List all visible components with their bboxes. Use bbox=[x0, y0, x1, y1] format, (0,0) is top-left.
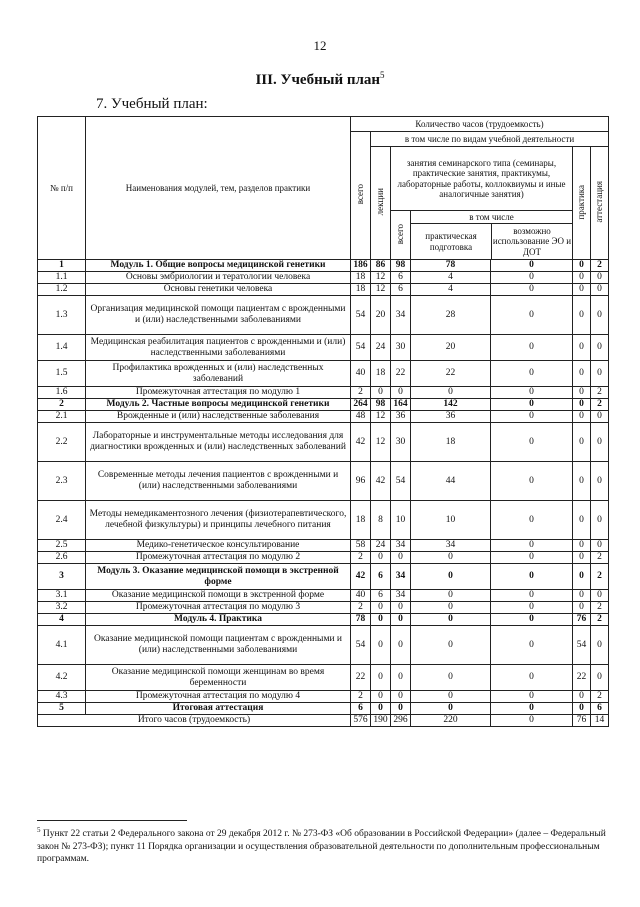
cell-sem: 34 bbox=[391, 296, 411, 335]
cell-practice: 0 bbox=[573, 552, 591, 564]
cell-eo: 0 bbox=[491, 590, 573, 602]
header-total-text: всего bbox=[355, 184, 366, 205]
module-row bbox=[38, 614, 609, 626]
cell-num: 2.5 bbox=[38, 540, 86, 552]
footnote-marker: 5 bbox=[380, 70, 385, 80]
cell-prac: 0 bbox=[411, 626, 491, 665]
cell-prac: 78 bbox=[411, 260, 491, 272]
cell-prac: 0 bbox=[411, 703, 491, 715]
cell-sem: 0 bbox=[391, 602, 411, 614]
cell-total: 18 bbox=[351, 272, 371, 284]
cell-att: 0 bbox=[591, 462, 609, 501]
cell-name: Оказание медицинской помощи в экстренной форме bbox=[86, 590, 351, 602]
cell-prac: 0 bbox=[411, 552, 491, 564]
cell-practice: 0 bbox=[573, 590, 591, 602]
section-title-text: III. Учебный план bbox=[255, 72, 381, 88]
cell-name: Медико-генетическое консультирование bbox=[86, 540, 351, 552]
cell-name: Современные методы лечения пациентов с врожденными и (или) наследственными заболеваниями bbox=[86, 462, 351, 501]
cell-practice: 0 bbox=[573, 387, 591, 399]
cell-att: 2 bbox=[591, 552, 609, 564]
cell-lec: 0 bbox=[371, 665, 391, 691]
module-row bbox=[38, 564, 609, 590]
cell-practice: 0 bbox=[573, 284, 591, 296]
cell-practice: 0 bbox=[573, 411, 591, 423]
topic-row bbox=[38, 540, 609, 552]
cell-total: 58 bbox=[351, 540, 371, 552]
cell-name: Врожденные и (или) наследственные заболевания bbox=[86, 411, 351, 423]
cell-eo: 0 bbox=[491, 411, 573, 423]
header-hours: Количество часов (трудоемкость) bbox=[351, 117, 609, 132]
cell-total-eo: 0 bbox=[491, 715, 573, 727]
cell-name: Медицинская реабилитация пациентов с врожденными и (или) наследственными заболеваниями bbox=[86, 335, 351, 361]
cell-total: 96 bbox=[351, 462, 371, 501]
cell-sem: 36 bbox=[391, 411, 411, 423]
cell-sem: 98 bbox=[391, 260, 411, 272]
cell-sem: 0 bbox=[391, 387, 411, 399]
topic-row bbox=[38, 423, 609, 462]
cell-practice: 54 bbox=[573, 626, 591, 665]
cell-eo: 0 bbox=[491, 335, 573, 361]
header-including-group bbox=[411, 211, 573, 260]
cell-prac: 0 bbox=[411, 691, 491, 703]
cell-total: 18 bbox=[351, 501, 371, 540]
cell-num: 2.3 bbox=[38, 462, 86, 501]
cell-prac: 34 bbox=[411, 540, 491, 552]
cell-lec: 6 bbox=[371, 564, 391, 590]
cell-name: Оказание медицинской помощи пациентам с врожденными и (или) наследственными заболеваниями bbox=[86, 626, 351, 665]
curriculum-table bbox=[37, 116, 609, 727]
cell-sem: 0 bbox=[391, 552, 411, 564]
cell-att: 2 bbox=[591, 399, 609, 411]
cell-name: Промежуточная аттестация по модулю 1 bbox=[86, 387, 351, 399]
cell-eo: 0 bbox=[491, 399, 573, 411]
cell-name: Итоговая аттестация bbox=[86, 703, 351, 715]
cell-sem: 34 bbox=[391, 564, 411, 590]
topic-row bbox=[38, 296, 609, 335]
cell-total: 2 bbox=[351, 602, 371, 614]
cell-practice: 0 bbox=[573, 691, 591, 703]
header-attestation-text: аттестация bbox=[594, 181, 605, 223]
header-lectures-text: лекции bbox=[375, 188, 386, 216]
cell-eo: 0 bbox=[491, 703, 573, 715]
cell-lec: 0 bbox=[371, 691, 391, 703]
cell-prac: 44 bbox=[411, 462, 491, 501]
cell-eo: 0 bbox=[491, 387, 573, 399]
cell-lec: 20 bbox=[371, 296, 391, 335]
cell-lec: 12 bbox=[371, 284, 391, 296]
cell-num: 1.2 bbox=[38, 284, 86, 296]
cell-total: 40 bbox=[351, 590, 371, 602]
header-seminar-total bbox=[391, 211, 411, 260]
cell-total: 40 bbox=[351, 361, 371, 387]
topic-row bbox=[38, 691, 609, 703]
cell-num: 4.1 bbox=[38, 626, 86, 665]
cell-total-att: 14 bbox=[591, 715, 609, 727]
topic-row bbox=[38, 411, 609, 423]
cell-practice: 0 bbox=[573, 423, 591, 462]
cell-eo: 0 bbox=[491, 501, 573, 540]
cell-practice: 0 bbox=[573, 540, 591, 552]
cell-eo: 0 bbox=[491, 260, 573, 272]
cell-lec: 0 bbox=[371, 703, 391, 715]
cell-name: Лабораторные и инструментальные методы исследования для диагностики врожденных и (или) наследственных заболеваний bbox=[86, 423, 351, 462]
cell-total: 54 bbox=[351, 626, 371, 665]
footnote-number: 5 bbox=[37, 826, 41, 834]
module-row bbox=[38, 399, 609, 411]
cell-att: 0 bbox=[591, 501, 609, 540]
cell-lec: 42 bbox=[371, 462, 391, 501]
cell-practice: 0 bbox=[573, 501, 591, 540]
cell-total-sem: 296 bbox=[391, 715, 411, 727]
cell-total: 22 bbox=[351, 665, 371, 691]
cell-num: 2.1 bbox=[38, 411, 86, 423]
cell-lec: 0 bbox=[371, 552, 391, 564]
cell-sem: 10 bbox=[391, 501, 411, 540]
cell-name: Профилактика врожденных и (или) наследственных заболеваний bbox=[86, 361, 351, 387]
topic-row bbox=[38, 626, 609, 665]
cell-prac: 4 bbox=[411, 284, 491, 296]
cell-total: 6 bbox=[351, 703, 371, 715]
cell-total-prac: 220 bbox=[411, 715, 491, 727]
cell-prac: 18 bbox=[411, 423, 491, 462]
cell-lec: 0 bbox=[371, 614, 391, 626]
cell-name: Модуль 3. Оказание медицинской помощи в экстренной форме bbox=[86, 564, 351, 590]
cell-sem: 30 bbox=[391, 335, 411, 361]
cell-att: 0 bbox=[591, 665, 609, 691]
cell-eo: 0 bbox=[491, 296, 573, 335]
cell-practice: 0 bbox=[573, 296, 591, 335]
cell-num: 2.2 bbox=[38, 423, 86, 462]
topic-row bbox=[38, 361, 609, 387]
cell-total: 54 bbox=[351, 335, 371, 361]
module-row bbox=[38, 260, 609, 272]
topic-row bbox=[38, 552, 609, 564]
cell-eo: 0 bbox=[491, 626, 573, 665]
cell-name: Основы эмбриологии и тератологии человека bbox=[86, 272, 351, 284]
cell-lec: 0 bbox=[371, 626, 391, 665]
header-num: № п/п bbox=[38, 117, 86, 260]
topic-row bbox=[38, 590, 609, 602]
cell-att: 0 bbox=[591, 423, 609, 462]
footnote-rule bbox=[37, 820, 187, 821]
cell-name: Основы генетики человека bbox=[86, 284, 351, 296]
cell-prac: 0 bbox=[411, 614, 491, 626]
topic-row bbox=[38, 462, 609, 501]
cell-name: Промежуточная аттестация по модулю 4 bbox=[86, 691, 351, 703]
curriculum-body bbox=[38, 260, 609, 727]
cell-practice: 22 bbox=[573, 665, 591, 691]
cell-total: 264 bbox=[351, 399, 371, 411]
cell-prac: 0 bbox=[411, 665, 491, 691]
header-seminar-total-text: всего bbox=[395, 223, 406, 244]
cell-eo: 0 bbox=[491, 564, 573, 590]
cell-prac: 0 bbox=[411, 590, 491, 602]
cell-prac: 36 bbox=[411, 411, 491, 423]
cell-prac: 0 bbox=[411, 602, 491, 614]
header-total bbox=[351, 132, 371, 260]
cell-num: 1 bbox=[38, 260, 86, 272]
cell-lec: 24 bbox=[371, 335, 391, 361]
topic-row bbox=[38, 665, 609, 691]
cell-name: Модуль 4. Практика bbox=[86, 614, 351, 626]
cell-total: 42 bbox=[351, 564, 371, 590]
cell-eo: 0 bbox=[491, 540, 573, 552]
header-by-type: в том числе по видам учебной деятельности bbox=[371, 132, 609, 147]
cell-total: 42 bbox=[351, 423, 371, 462]
cell-lec: 12 bbox=[371, 272, 391, 284]
cell-att: 0 bbox=[591, 296, 609, 335]
cell-att: 0 bbox=[591, 272, 609, 284]
cell-total: 2 bbox=[351, 691, 371, 703]
cell-total-total: 576 bbox=[351, 715, 371, 727]
cell-lec: 86 bbox=[371, 260, 391, 272]
cell-att: 0 bbox=[591, 626, 609, 665]
topic-row bbox=[38, 387, 609, 399]
cell-sem: 0 bbox=[391, 626, 411, 665]
cell-sem: 6 bbox=[391, 284, 411, 296]
cell-eo: 0 bbox=[491, 462, 573, 501]
cell-total: 18 bbox=[351, 284, 371, 296]
cell-practice: 0 bbox=[573, 462, 591, 501]
cell-eo: 0 bbox=[491, 665, 573, 691]
cell-att: 0 bbox=[591, 284, 609, 296]
cell-total-practice: 76 bbox=[573, 715, 591, 727]
cell-total-label: Итого часов (трудоемкость) bbox=[38, 715, 351, 727]
cell-num: 3.2 bbox=[38, 602, 86, 614]
cell-lec: 12 bbox=[371, 411, 391, 423]
cell-lec: 6 bbox=[371, 590, 391, 602]
cell-total: 2 bbox=[351, 387, 371, 399]
cell-sem: 34 bbox=[391, 590, 411, 602]
cell-att: 0 bbox=[591, 411, 609, 423]
cell-total: 2 bbox=[351, 552, 371, 564]
cell-name: Промежуточная аттестация по модулю 2 bbox=[86, 552, 351, 564]
cell-prac: 4 bbox=[411, 272, 491, 284]
cell-num: 3.1 bbox=[38, 590, 86, 602]
cell-sem: 30 bbox=[391, 423, 411, 462]
cell-total: 48 bbox=[351, 411, 371, 423]
cell-prac: 22 bbox=[411, 361, 491, 387]
cell-sem: 0 bbox=[391, 703, 411, 715]
topic-row bbox=[38, 335, 609, 361]
cell-practice: 0 bbox=[573, 272, 591, 284]
cell-lec: 0 bbox=[371, 387, 391, 399]
header-attestation bbox=[591, 147, 609, 260]
cell-num: 3 bbox=[38, 564, 86, 590]
cell-total: 186 bbox=[351, 260, 371, 272]
cell-sem: 22 bbox=[391, 361, 411, 387]
cell-eo: 0 bbox=[491, 361, 573, 387]
cell-name: Организация медицинской помощи пациентам с врожденными и (или) наследственными заболеваниями bbox=[86, 296, 351, 335]
cell-att: 0 bbox=[591, 540, 609, 552]
cell-num: 4.3 bbox=[38, 691, 86, 703]
cell-practice: 0 bbox=[573, 361, 591, 387]
page-number: 12 bbox=[313, 38, 327, 53]
cell-att: 6 bbox=[591, 703, 609, 715]
cell-num: 4 bbox=[38, 614, 86, 626]
cell-prac: 10 bbox=[411, 501, 491, 540]
total-row bbox=[38, 715, 609, 727]
cell-practice: 0 bbox=[573, 260, 591, 272]
cell-sem: 0 bbox=[391, 665, 411, 691]
cell-total: 78 bbox=[351, 614, 371, 626]
header-lectures bbox=[371, 147, 391, 260]
plan-subtitle: 7. Учебный план: bbox=[96, 96, 208, 112]
header-eo-dot: возможно использование ЭО и ДОТ bbox=[492, 225, 572, 257]
cell-att: 2 bbox=[591, 387, 609, 399]
cell-att: 2 bbox=[591, 691, 609, 703]
cell-num: 1.5 bbox=[38, 361, 86, 387]
cell-att: 2 bbox=[591, 602, 609, 614]
cell-total-lec: 190 bbox=[371, 715, 391, 727]
cell-prac: 0 bbox=[411, 564, 491, 590]
cell-name: Модуль 2. Частные вопросы медицинской генетики bbox=[86, 399, 351, 411]
header-seminar: занятия семинарского типа (семинары, практические занятия, практикумы, лабораторные работы, коллоквиумы и иные аналогичные занятия) bbox=[391, 147, 573, 211]
cell-att: 0 bbox=[591, 361, 609, 387]
cell-prac: 142 bbox=[411, 399, 491, 411]
cell-lec: 24 bbox=[371, 540, 391, 552]
cell-practice: 0 bbox=[573, 399, 591, 411]
topic-row bbox=[38, 602, 609, 614]
cell-eo: 0 bbox=[491, 423, 573, 462]
topic-row bbox=[38, 501, 609, 540]
cell-num: 1.6 bbox=[38, 387, 86, 399]
cell-lec: 12 bbox=[371, 423, 391, 462]
cell-sem: 6 bbox=[391, 272, 411, 284]
header-practice bbox=[573, 147, 591, 260]
cell-eo: 0 bbox=[491, 272, 573, 284]
cell-sem: 164 bbox=[391, 399, 411, 411]
cell-eo: 0 bbox=[491, 552, 573, 564]
header-practice-text: практика bbox=[576, 184, 587, 220]
cell-num: 2.4 bbox=[38, 501, 86, 540]
cell-name: Модуль 1. Общие вопросы медицинской генетики bbox=[86, 260, 351, 272]
cell-att: 0 bbox=[591, 335, 609, 361]
cell-sem: 0 bbox=[391, 614, 411, 626]
cell-att: 0 bbox=[591, 590, 609, 602]
cell-practice: 76 bbox=[573, 614, 591, 626]
topic-row bbox=[38, 284, 609, 296]
cell-num: 2 bbox=[38, 399, 86, 411]
cell-prac: 28 bbox=[411, 296, 491, 335]
cell-num: 1.4 bbox=[38, 335, 86, 361]
cell-lec: 0 bbox=[371, 602, 391, 614]
cell-practice: 0 bbox=[573, 602, 591, 614]
cell-num: 2.6 bbox=[38, 552, 86, 564]
cell-att: 2 bbox=[591, 614, 609, 626]
cell-eo: 0 bbox=[491, 602, 573, 614]
cell-practice: 0 bbox=[573, 703, 591, 715]
cell-att: 2 bbox=[591, 564, 609, 590]
cell-name: Оказание медицинской помощи женщинам во время беременности bbox=[86, 665, 351, 691]
cell-eo: 0 bbox=[491, 614, 573, 626]
cell-num: 1.1 bbox=[38, 272, 86, 284]
cell-eo: 0 bbox=[491, 691, 573, 703]
cell-att: 2 bbox=[591, 260, 609, 272]
cell-lec: 18 bbox=[371, 361, 391, 387]
cell-sem: 54 bbox=[391, 462, 411, 501]
cell-total: 54 bbox=[351, 296, 371, 335]
cell-eo: 0 bbox=[491, 284, 573, 296]
header-practical: практическая подготовка bbox=[411, 224, 492, 259]
cell-sem: 0 bbox=[391, 691, 411, 703]
cell-lec: 98 bbox=[371, 399, 391, 411]
cell-num: 5 bbox=[38, 703, 86, 715]
cell-num: 4.2 bbox=[38, 665, 86, 691]
section-title bbox=[0, 70, 640, 89]
cell-sem: 34 bbox=[391, 540, 411, 552]
header-including: в том числе bbox=[411, 211, 572, 224]
cell-prac: 20 bbox=[411, 335, 491, 361]
cell-name: Промежуточная аттестация по модулю 3 bbox=[86, 602, 351, 614]
footnote bbox=[37, 826, 608, 865]
topic-row bbox=[38, 272, 609, 284]
cell-num: 1.3 bbox=[38, 296, 86, 335]
header-name: Наименования модулей, тем, разделов практики bbox=[86, 117, 351, 260]
module-row bbox=[38, 703, 609, 715]
cell-lec: 8 bbox=[371, 501, 391, 540]
cell-practice: 0 bbox=[573, 564, 591, 590]
cell-name: Методы немедикаментозного лечения (физиотерапевтического, лечебной физкультуры) и принципы лечебного питания bbox=[86, 501, 351, 540]
cell-prac: 0 bbox=[411, 387, 491, 399]
cell-practice: 0 bbox=[573, 335, 591, 361]
footnote-text: Пункт 22 статьи 2 Федерального закона от 29 декабря 2012 г. № 273-ФЗ «Об образовании в Российской Федерации» (далее – Федеральный закон № 273-ФЗ); пункт 11 Порядка организации и осуществления образовательной деятельности по дополнительным профессиональным программам. bbox=[37, 829, 606, 864]
